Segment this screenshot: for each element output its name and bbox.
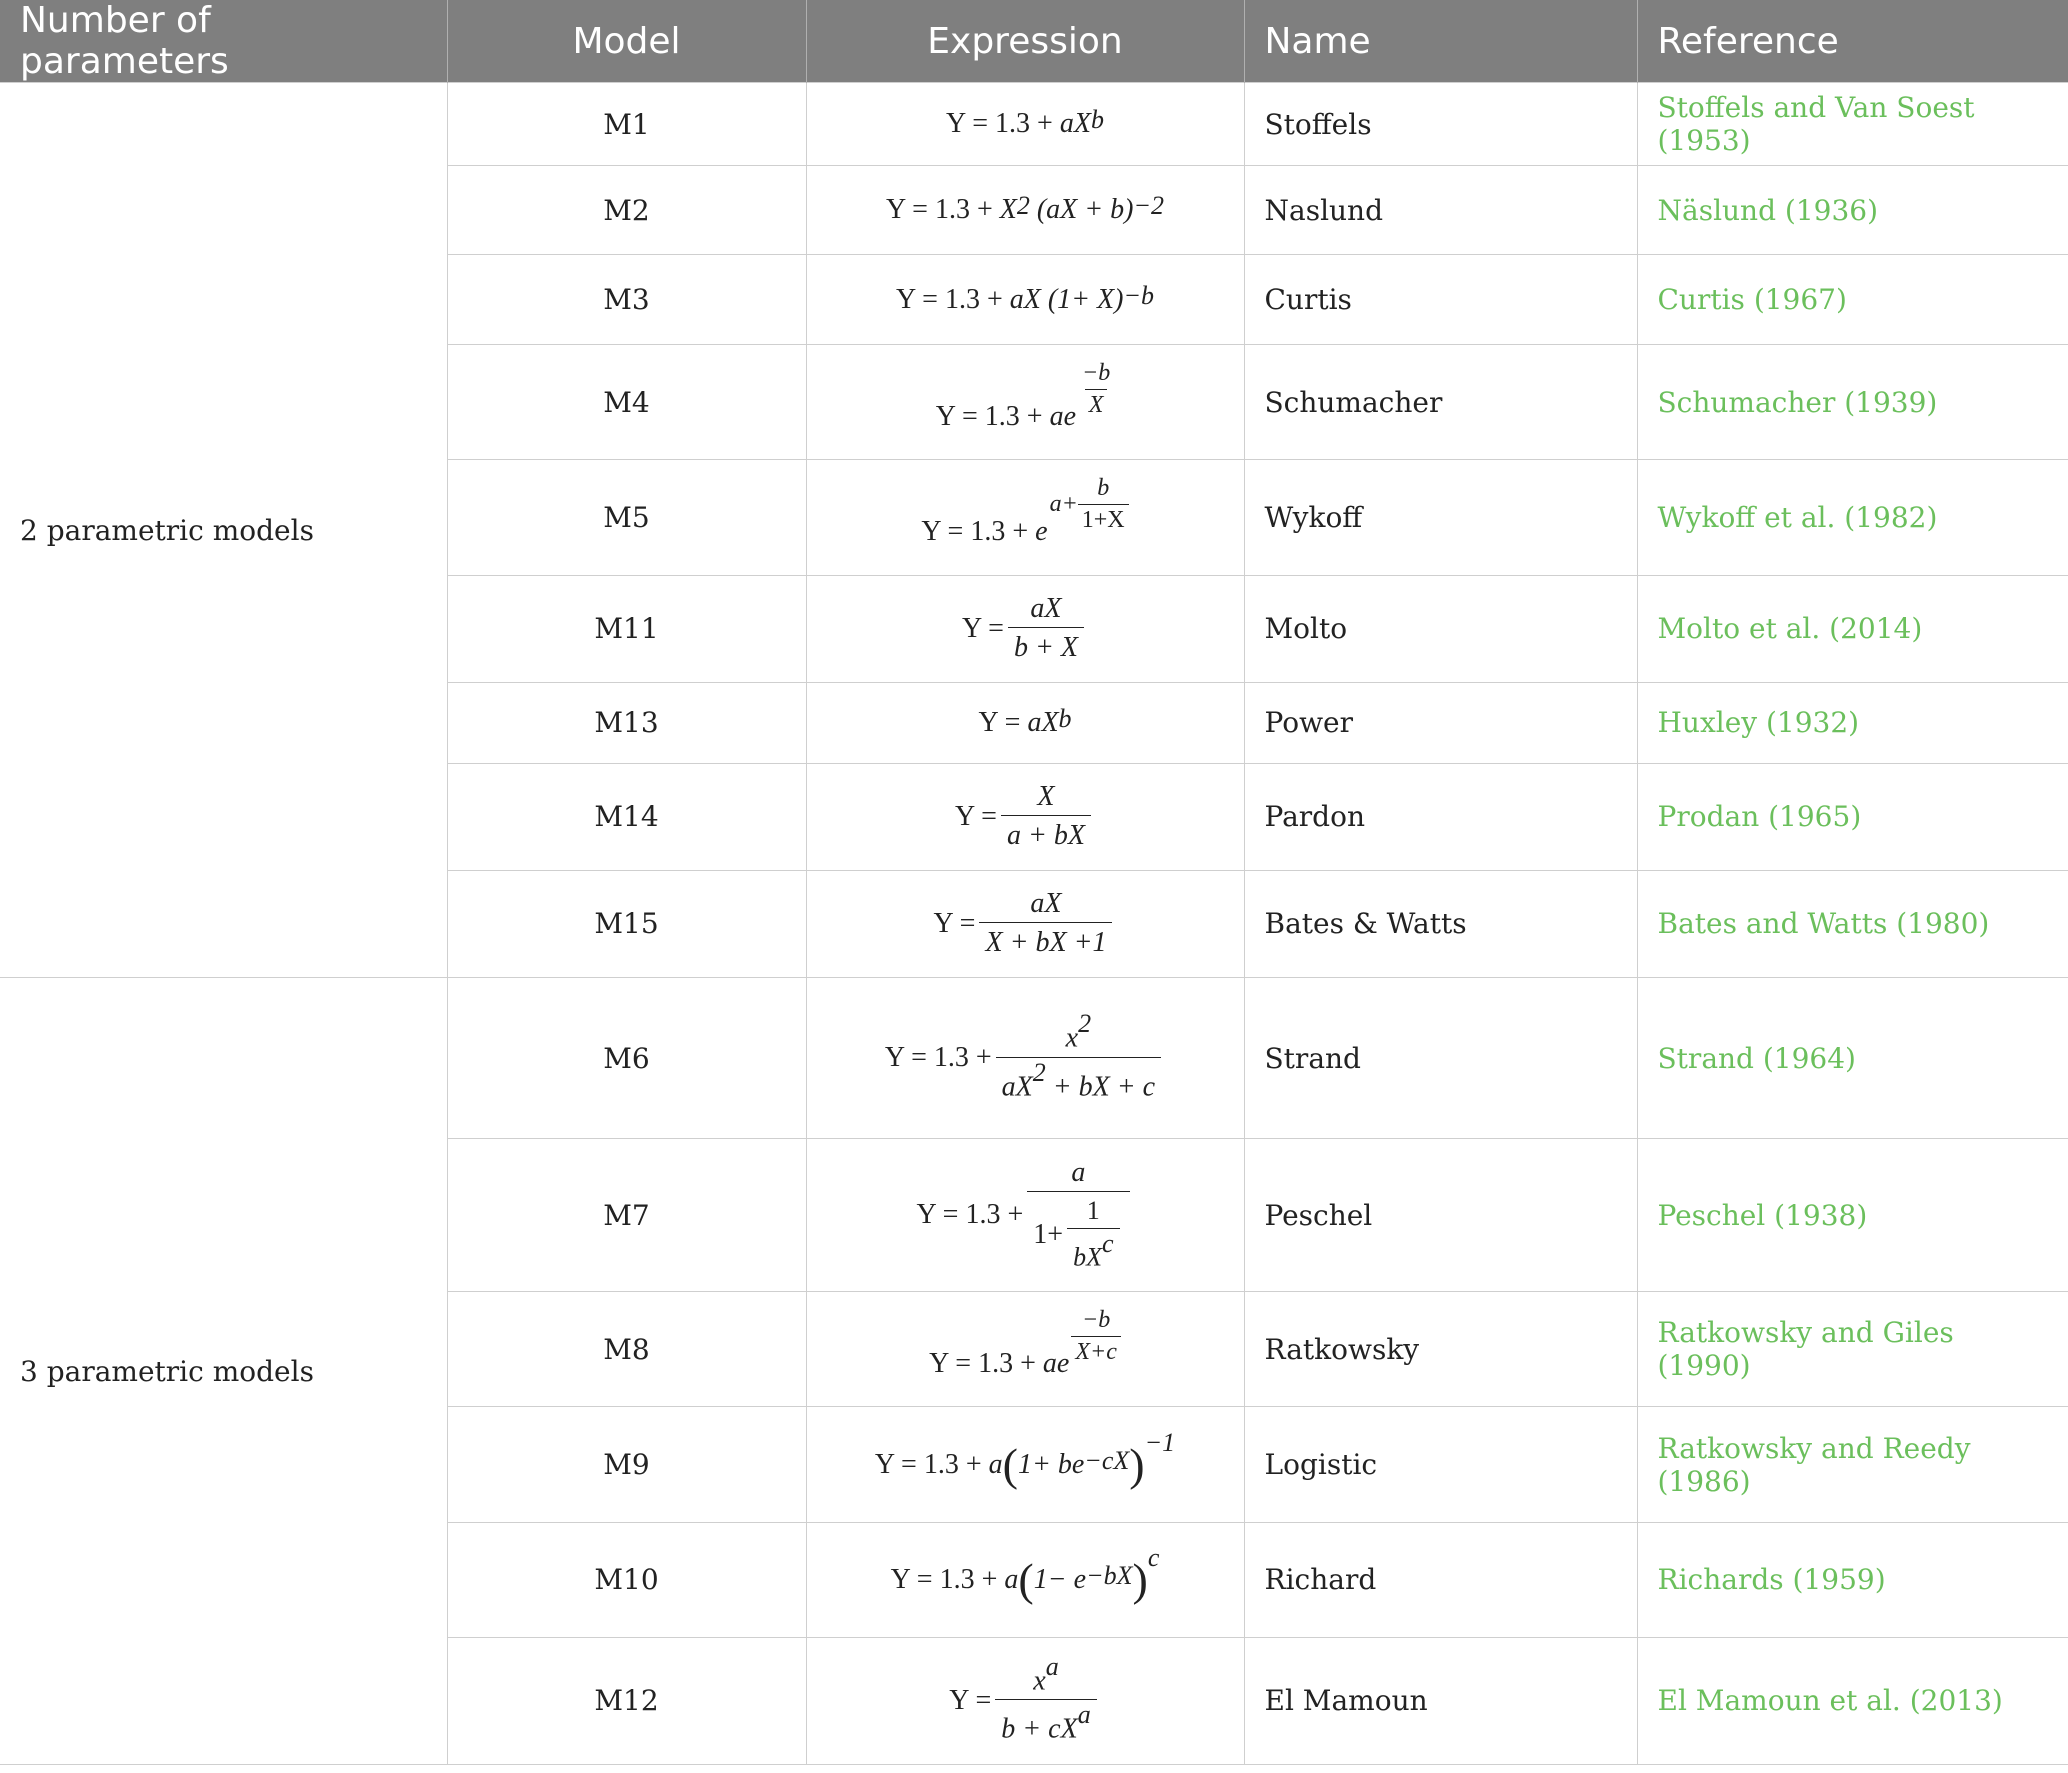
expression-m3: Y = 1.3 + aX (1+ X) $^{-b}$ — [806, 255, 1244, 345]
reference-link[interactable]: Schumacher (1939) — [1637, 345, 2068, 460]
model-cell: M12 — [447, 1637, 806, 1764]
name-cell: Pardon — [1244, 763, 1637, 870]
expression-m12: Y = $\frac{x^a}{b + cX^a}$ — [806, 1637, 1244, 1764]
name-cell: Bates & Watts — [1244, 870, 1637, 977]
table-row — [0, 83, 2068, 166]
name-cell: Stoffels — [1244, 83, 1637, 166]
expression-m5: Y = 1.3 + e a+ $\frac{b}{1+X}$ — [806, 460, 1244, 575]
name-cell: Ratkowsky — [1244, 1292, 1637, 1407]
expression-m10: Y = 1.3 + a ( 1− e $^{-bX}$ ) $^c$ — [806, 1522, 1244, 1637]
reference-link[interactable]: Richards (1959) — [1637, 1522, 2068, 1637]
expression-m1: Y = 1.3 + aX $^b$ — [806, 83, 1244, 166]
expression-m6: Y = 1.3 + $\frac{x^2}{aX^2 + bX + c}$ — [806, 978, 1244, 1139]
model-cell: M11 — [447, 575, 806, 682]
reference-link[interactable]: Näslund (1936) — [1637, 166, 2068, 255]
name-cell: Naslund — [1244, 166, 1637, 255]
expression-m14: Y = $\frac{X}{a + bX}$ — [806, 763, 1244, 870]
expression-m4: Y = 1.3 + ae $\frac{-b}{X}$ — [806, 345, 1244, 460]
reference-link[interactable]: El Mamoun et al. (2013) — [1637, 1637, 2068, 1764]
model-cell: M8 — [447, 1292, 806, 1407]
header-reference: Reference — [1637, 0, 2068, 83]
name-cell: Schumacher — [1244, 345, 1637, 460]
name-cell: Logistic — [1244, 1407, 1637, 1522]
name-cell: Strand — [1244, 978, 1637, 1139]
reference-link[interactable]: Strand (1964) — [1637, 978, 2068, 1139]
name-cell: Power — [1244, 682, 1637, 763]
model-cell: M15 — [447, 870, 806, 977]
model-cell: M14 — [447, 763, 806, 870]
model-cell: M6 — [447, 978, 806, 1139]
expression-m15: Y = $\frac{aX}{X + bX +1}$ — [806, 870, 1244, 977]
model-cell: M4 — [447, 345, 806, 460]
header-name: Name — [1244, 0, 1637, 83]
model-cell: M1 — [447, 83, 806, 166]
header-row — [0, 0, 2068, 83]
reference-link[interactable]: Peschel (1938) — [1637, 1139, 2068, 1292]
model-cell: M7 — [447, 1139, 806, 1292]
reference-link[interactable]: Prodan (1965) — [1637, 763, 2068, 870]
reference-link[interactable]: Bates and Watts (1980) — [1637, 870, 2068, 977]
group-3-parametric: 3 parametric models — [0, 978, 447, 1765]
expression-m13: Y = aX $^b$ — [806, 682, 1244, 763]
header-expression: Expression — [806, 0, 1244, 83]
reference-link[interactable]: Ratkowsky and Giles (1990) — [1637, 1292, 2068, 1407]
name-cell: Curtis — [1244, 255, 1637, 345]
header-model: Model — [447, 0, 806, 83]
model-cell: M5 — [447, 460, 806, 575]
name-cell: El Mamoun — [1244, 1637, 1637, 1764]
expression-m11: Y = $\frac{aX}{b + X}$ — [806, 575, 1244, 682]
expression-m9: Y = 1.3 + a ( 1+ be $^{-cX}$ ) $^{-1}$ — [806, 1407, 1244, 1522]
name-cell: Wykoff — [1244, 460, 1637, 575]
reference-link[interactable]: Wykoff et al. (1982) — [1637, 460, 2068, 575]
name-cell: Peschel — [1244, 1139, 1637, 1292]
table-row — [0, 978, 2068, 1139]
reference-link[interactable]: Stoffels and Van Soest (1953) — [1637, 83, 2068, 166]
group-2-parametric: 2 parametric models — [0, 83, 447, 978]
reference-link[interactable]: Huxley (1932) — [1637, 682, 2068, 763]
model-cell: M3 — [447, 255, 806, 345]
reference-link[interactable]: Ratkowsky and Reedy (1986) — [1637, 1407, 2068, 1522]
reference-link[interactable]: Curtis (1967) — [1637, 255, 2068, 345]
model-cell: M10 — [447, 1522, 806, 1637]
expression-m8: Y = 1.3 + ae $\frac{-b}{X+c}$ — [806, 1292, 1244, 1407]
header-number-of-parameters: Number of parameters — [0, 0, 447, 83]
model-cell: M2 — [447, 166, 806, 255]
model-cell: M13 — [447, 682, 806, 763]
reference-link[interactable]: Molto et al. (2014) — [1637, 575, 2068, 682]
name-cell: Richard — [1244, 1522, 1637, 1637]
expression-m2: Y = 1.3 + X $^2$ (aX + b) $^{-2}$ — [806, 166, 1244, 255]
expression-m7: Y = 1.3 + a 1+ $\frac{1}{bX^c}$ — [806, 1139, 1244, 1292]
model-cell: M9 — [447, 1407, 806, 1522]
name-cell: Molto — [1244, 575, 1637, 682]
